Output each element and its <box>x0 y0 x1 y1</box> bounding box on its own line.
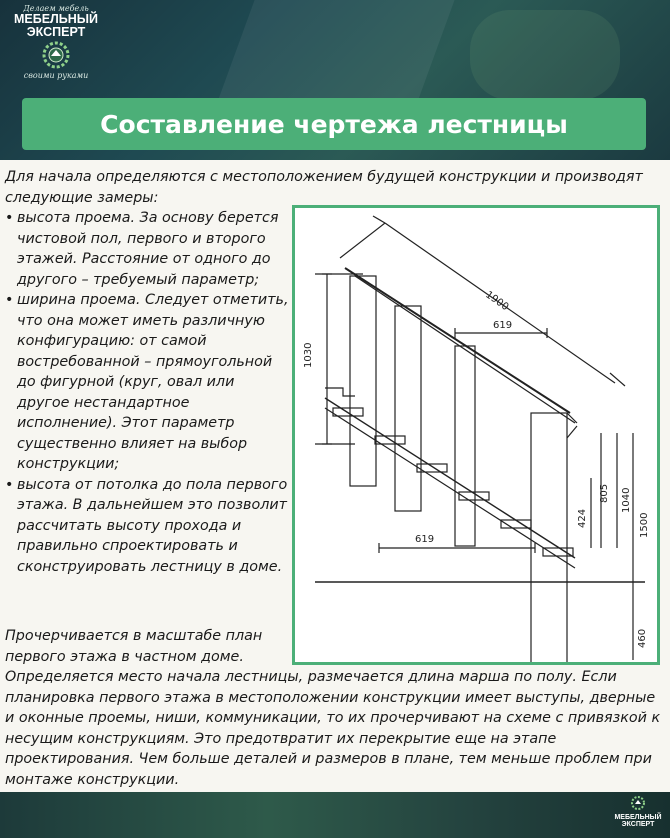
dim-label-1030: 1030 <box>303 342 314 368</box>
dim-label-1900: 1900 <box>483 289 511 314</box>
stringer-bottom <box>325 398 575 558</box>
dim-label-619-bottom: 619 <box>415 534 435 545</box>
measurement-list <box>5 208 290 577</box>
newel-post <box>531 413 567 662</box>
upper-handrail <box>345 268 570 413</box>
saw-blade-icon <box>26 39 86 69</box>
list-item <box>5 208 290 290</box>
dim-label-1040: 1040 <box>621 487 632 513</box>
page-title: Составление чертежа лестницы <box>100 109 568 139</box>
footer-logo[interactable] <box>612 794 664 838</box>
tread <box>543 548 573 556</box>
logo-tagline-bottom: своими руками <box>23 71 89 80</box>
list-item-text: ширина проема. Следует отметить, что она может иметь различную конфигурацию: от самой востребованной – прямоугольной до фигурной (круг, овал или другое нестандартное исполнение). Этот параметр существенно влияет на выбор конструкции; <box>17 292 289 472</box>
footer-logo-brand-line2: ЭКСПЕРТ <box>621 821 655 828</box>
baluster-3 <box>455 346 475 546</box>
footer-banner <box>0 792 670 838</box>
logo-tagline-top: Делаем мебель <box>23 4 89 13</box>
saw-blade-icon <box>627 794 649 810</box>
logo-brand-line2: ЭКСПЕРТ <box>26 25 86 39</box>
header-banner <box>0 0 670 160</box>
baluster-1 <box>350 276 376 486</box>
dim-label-805: 805 <box>599 483 610 503</box>
footer-logo-brand-line1: МЕБЕЛЬНЫЙ <box>614 814 662 821</box>
dim-label-460: 460 <box>637 628 648 648</box>
handrail-inner <box>355 276 575 423</box>
list-item <box>5 475 290 578</box>
list-item-text: высота от потолка до пола первого этажа. В дальнейшем это позволит рассчитать высоту прохода и правильно спроектировать и сконструировать лестницу в доме. <box>17 476 288 575</box>
staircase-blueprint <box>295 208 657 662</box>
stair-start-paragraph: Определяется место начала лестницы, размечается длина марша по полу. Если планировка первого этажа в местоположении конструкции имеет выступы, дверные и оконные проемы, ниши, коммуникации, то их прочерчивают на схеме с привязкой к несущим конструкциям. Это предотвратит их перекрытие еще на этапе проектирования. Чем больше деталей и размеров в плане, тем меньше проблем при монтаже конструкции. <box>5 669 661 788</box>
list-item-text: высота проема. За основу берется чистовой пол, первого и второго этажей. Расстояние от одного до другого – требуемый параметр; <box>17 210 279 288</box>
intro-paragraph: Для начала определяются с местоположением будущей конструкции и производят следующие замеры: <box>5 169 643 206</box>
bullet-icon: • <box>5 476 14 493</box>
bullet-icon: • <box>5 292 14 308</box>
floor-plan-paragraph: Прочерчивается в масштабе план первого этажа в частном доме. <box>5 628 263 665</box>
title-bar <box>22 98 646 150</box>
logo-brand-line1: МЕБЕЛЬНЫЙ <box>13 12 99 26</box>
bullet-icon: • <box>5 210 14 226</box>
dim-label-1500: 1500 <box>639 512 650 538</box>
brand-logo[interactable] <box>6 2 106 94</box>
header-decoration <box>218 0 462 100</box>
header-decoration <box>470 10 620 100</box>
article-content <box>0 160 670 792</box>
dim-label-424: 424 <box>577 508 588 528</box>
staircase-drawing <box>292 205 660 665</box>
baluster-2 <box>395 306 421 511</box>
dim-label-619-top: 619 <box>493 320 513 331</box>
list-item <box>5 290 290 475</box>
